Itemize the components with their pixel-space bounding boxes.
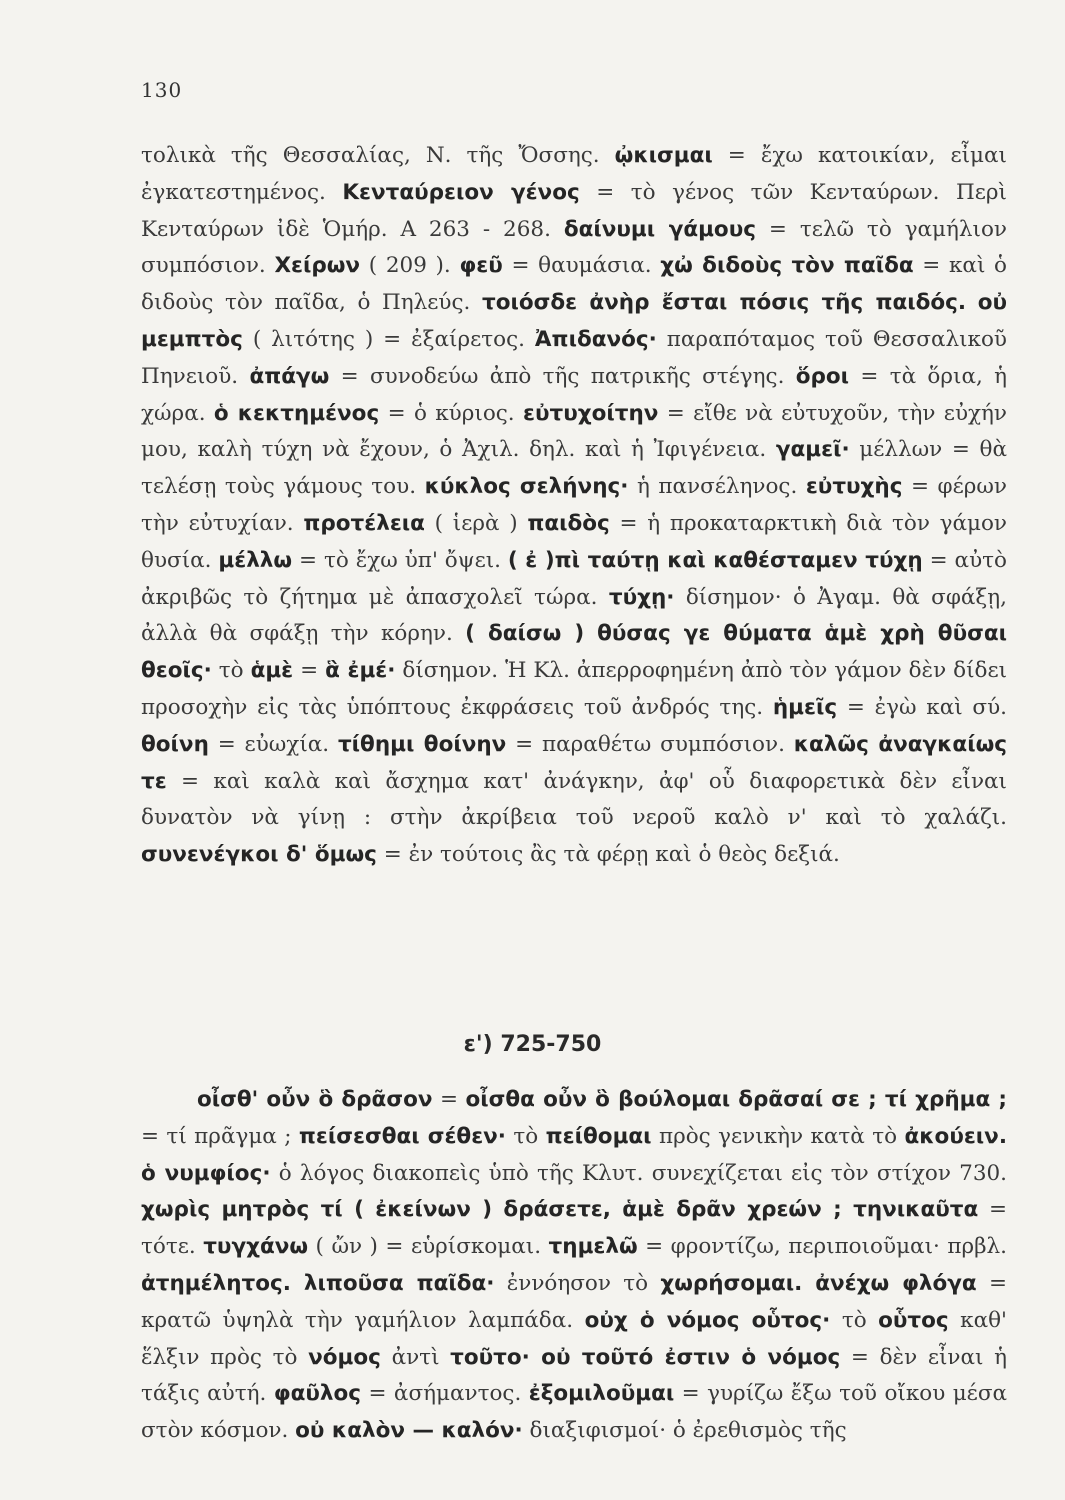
lemma-term: συνενέγκοι δ' ὅμως bbox=[141, 842, 377, 868]
gloss-text: μέλλων = θὰ τελέσῃ τοὺς γάμους του. bbox=[141, 437, 1008, 500]
lemma-term: ὁ κεκτημένος bbox=[213, 400, 380, 426]
gloss-text: = εἴθε νὰ εὐτυχοῦν, τὴν εὐχήν μου, καλὴ τύχη νὰ ἔχουν, ὁ Ἀχιλ. δηλ. καὶ ἡ Ἰφιγένεια. bbox=[141, 400, 1007, 463]
gloss-text: = φροντίζω, περιποιοῦμαι· πρβλ. bbox=[637, 1234, 1007, 1260]
lemma-term: δαίνυμι γάμους bbox=[563, 216, 756, 242]
lemma-term: προτέλεια bbox=[303, 510, 425, 536]
gloss-text: δίσημον. Ἡ Κλ. ἀπερροφημένη ἀπὸ τὸν γάμον δὲν δίδει προσοχὴν εἰς τὰς ὑπόπτους ἐκφράσεις τοῦ ἀνδρός της. bbox=[141, 658, 1008, 720]
lemma-term: εὐτυχὴς bbox=[805, 474, 903, 500]
lemma-term: τυγχάνω bbox=[203, 1234, 309, 1260]
gloss-text: = ἡ προκαταρκτικὴ διὰ τὸν γάμον θυσία. bbox=[141, 510, 1007, 573]
lemma-term: τοιόσδε ἀνὴρ ἔσται πόσις τῆς παιδός. bbox=[481, 290, 967, 316]
lemma-term: οὐχ ὁ νόμος οὗτος· bbox=[584, 1307, 831, 1333]
gloss-text: = τελῶ τὸ γαμήλιον συμπόσιον. bbox=[141, 216, 1007, 279]
gloss-text: = παραθέτω συμπόσιον. bbox=[506, 731, 794, 757]
lemma-term: τίθημι θοίνην bbox=[337, 731, 507, 757]
lemma-term: ἡμεῖς bbox=[772, 694, 838, 720]
gloss-text: παραπόταμος τοῦ Θεσσαλικοῦ Πηνειοῦ. bbox=[141, 326, 1008, 389]
gloss-text: = συνοδεύω ἀπὸ τῆς πατρικῆς στέγης. bbox=[329, 363, 796, 389]
lemma-term: γαμεῖ· bbox=[775, 437, 850, 463]
lemma-term: τημελῶ bbox=[548, 1234, 638, 1260]
lemma-term: παιδὸς bbox=[527, 510, 610, 536]
page-number: 130 bbox=[141, 78, 183, 102]
lemma-term: τοῦτο· οὐ τοῦτό ἐστιν ὁ νόμος bbox=[450, 1344, 841, 1370]
lemma-term: Ἀπιδανός· bbox=[534, 326, 657, 352]
lemma-term: χωρήσομαι. ἀνέχω φλόγα bbox=[660, 1270, 977, 1296]
lemma-term: κύκλος σελήνης· bbox=[424, 474, 629, 500]
lemma-term: οἶσθα οὖν ὃ βούλομαι δρᾶσαί σε ; τί χρῆμα ; bbox=[465, 1087, 1007, 1112]
lemma-term: ἀκούειν. ὁ νυμφίος· bbox=[141, 1123, 1007, 1186]
commentary-paragraph-2 bbox=[141, 1082, 1007, 1450]
gloss-text: = καὶ ὁ διδοὺς τὸν παῖδα, ὁ Πηλεύς. bbox=[141, 253, 1007, 316]
gloss-text: τὸ bbox=[211, 658, 251, 684]
gloss-text: τολικὰ τῆς Θεσσαλίας, Ν. τῆς Ὄσσης. bbox=[141, 143, 615, 168]
gloss-text: = ἐν τούτοις ἂς τὰ φέρῃ καὶ ὁ θεὸς δεξιά. bbox=[376, 842, 840, 868]
lemma-term: οὗτος bbox=[878, 1307, 949, 1333]
gloss-text: = ἐγὼ καὶ σύ. bbox=[837, 694, 1007, 720]
gloss-text: = bbox=[432, 1087, 466, 1112]
lemma-term: χωρὶς μητρὸς τί ( ἐκείνων ) δράσετε, ἁμὲ δρᾶν χρεών ; τηνικαῦτα bbox=[141, 1197, 979, 1223]
lemma-term: καλῶς ἀναγκαίως τε bbox=[141, 731, 1008, 794]
gloss-text: ( λιτότης ) = ἐξαίρετος. bbox=[242, 326, 535, 352]
gloss-text: = θαυμάσια. bbox=[502, 253, 661, 279]
gloss-text: = ἀσήμαντος. bbox=[361, 1381, 529, 1407]
lemma-term: οὐ καλὸν — καλόν· bbox=[295, 1418, 523, 1444]
gloss-text: δίσημον· ὁ Ἀγαμ. θὰ σφάξῃ, ἀλλὰ θὰ σφάξῃ τὴν κόρην. bbox=[141, 584, 1007, 647]
lemma-term: ( δαίσω ) θύσας γε θύματα ἁμὲ χρὴ θῦσαι θεοῖς· bbox=[141, 621, 1007, 684]
gloss-text: = ὁ κύριος. bbox=[379, 400, 523, 426]
gloss-text: = γυρίζω ἔξω τοῦ οἴκου μέσα στὸν κόσμον. bbox=[141, 1381, 1008, 1444]
gloss-text: = τὰ ὅρια, ἡ χώρα. bbox=[141, 363, 1008, 426]
gloss-text: = τὸ ἔχω ὑπ' ὄψει. bbox=[292, 547, 508, 573]
lemma-term: οἶσθ' οὖν ὃ δρᾶσον bbox=[197, 1087, 433, 1112]
gloss-text: = φέρων τὴν εὐτυχίαν. bbox=[141, 474, 1007, 536]
gloss-text: τὸ bbox=[830, 1307, 879, 1333]
gloss-text: διαξιφισμοί· ὁ ἐρεθισμὸς τῆς bbox=[522, 1418, 847, 1444]
gloss-text: = αὐτὸ ἀκριβῶς τὸ ζήτημα μὲ ἀπασχολεῖ τώρα. bbox=[141, 547, 1007, 610]
gloss-text: ( ὤν ) = εὑρίσκομαι. bbox=[308, 1234, 549, 1260]
lemma-term: Κενταύρειον γένος bbox=[342, 179, 580, 205]
lemma-term: πείσεσθαι σέθεν· bbox=[298, 1123, 506, 1149]
lemma-term: εὐτυχοίτην bbox=[523, 400, 659, 426]
gloss-text: τὸ bbox=[505, 1123, 546, 1149]
gloss-text: = bbox=[293, 658, 326, 684]
commentary-paragraph-1 bbox=[141, 138, 1007, 874]
lemma-term: φαῦλος bbox=[273, 1381, 362, 1407]
lemma-term: ( ἐ )πὶ ταύτῃ καὶ καθέσταμεν τύχῃ bbox=[507, 547, 923, 573]
gloss-text bbox=[966, 290, 978, 315]
lemma-term: ἃ ἐμέ· bbox=[325, 658, 396, 684]
gloss-text: ὁ λόγος διακοπεὶς ὑπὸ τῆς Κλυτ. συνεχίζεται εἰς τὸν στίχον 730. bbox=[270, 1160, 1008, 1186]
lemma-term: τύχῃ· bbox=[608, 584, 675, 610]
gloss-text: = καὶ καλὰ καὶ ἄσχημα κατ' ἀνάγκην, ἀφ' οὗ διαφορετικὰ δὲν εἶναι δυνατὸν νὰ γίνῃ : στὴν ἀκρίβεια τοῦ νεροῦ καλὸ ν' καὶ τὸ χαλάζι. bbox=[141, 768, 1007, 831]
lemma-term: χὠ διδοὺς τὸν παῖδα bbox=[660, 253, 914, 279]
gloss-text: = τότε. bbox=[141, 1197, 1007, 1260]
gloss-text: ἀντὶ bbox=[380, 1344, 451, 1370]
gloss-text: = κρατῶ ὑψηλὰ τὴν γαμήλιον λαμπάδα. bbox=[141, 1270, 1008, 1333]
lemma-term: μέλλω bbox=[218, 547, 293, 573]
gloss-text: = τὸ γένος τῶν Κενταύρων. Περὶ Κενταύρων ἰδὲ Ὁμήρ. Α 263 - 268. bbox=[141, 179, 1007, 242]
lemma-term: φεῦ bbox=[459, 253, 503, 279]
gloss-text: = ἔχω κατοικίαν, εἶμαι ἐγκατεστημένος. bbox=[141, 143, 1007, 205]
gloss-text: = δὲν εἶναι ἡ τάξις αὐτή. bbox=[141, 1344, 1007, 1407]
gloss-text: ἡ πανσέληνος. bbox=[628, 474, 806, 500]
gloss-text: ἐννόησον τὸ bbox=[494, 1270, 661, 1296]
gloss-text: ( 209 ). bbox=[360, 253, 460, 279]
lemma-term: νόμος bbox=[308, 1344, 381, 1370]
lemma-term: ὅροι bbox=[795, 363, 850, 389]
lemma-term: ἐξομιλοῦμαι bbox=[528, 1381, 675, 1407]
lemma-term: Χείρων bbox=[274, 253, 361, 279]
section-heading: ε') 725-750 bbox=[463, 1032, 602, 1057]
lemma-term: ἀτημέλητος. λιποῦσα παῖδα· bbox=[141, 1270, 495, 1296]
lemma-term: οὐ μεμπτὸς bbox=[141, 290, 1007, 352]
lemma-term: ἀπάγω bbox=[249, 363, 330, 389]
gloss-text: πρὸς γενικὴν κατὰ τὸ bbox=[651, 1123, 905, 1149]
gloss-text: ( ἱερὰ ) bbox=[424, 510, 528, 536]
lemma-term: πείθομαι bbox=[545, 1123, 652, 1149]
lemma-term: ἁμὲ bbox=[250, 658, 294, 684]
lemma-term: θοίνη bbox=[141, 731, 209, 757]
gloss-text: = τί πρᾶγμα ; bbox=[141, 1123, 299, 1149]
gloss-text: καθ' ἕλξιν πρὸς τὸ bbox=[141, 1307, 1007, 1370]
lemma-term: ᾠκισμαι bbox=[614, 143, 713, 168]
gloss-text: = εὐωχία. bbox=[208, 731, 338, 757]
